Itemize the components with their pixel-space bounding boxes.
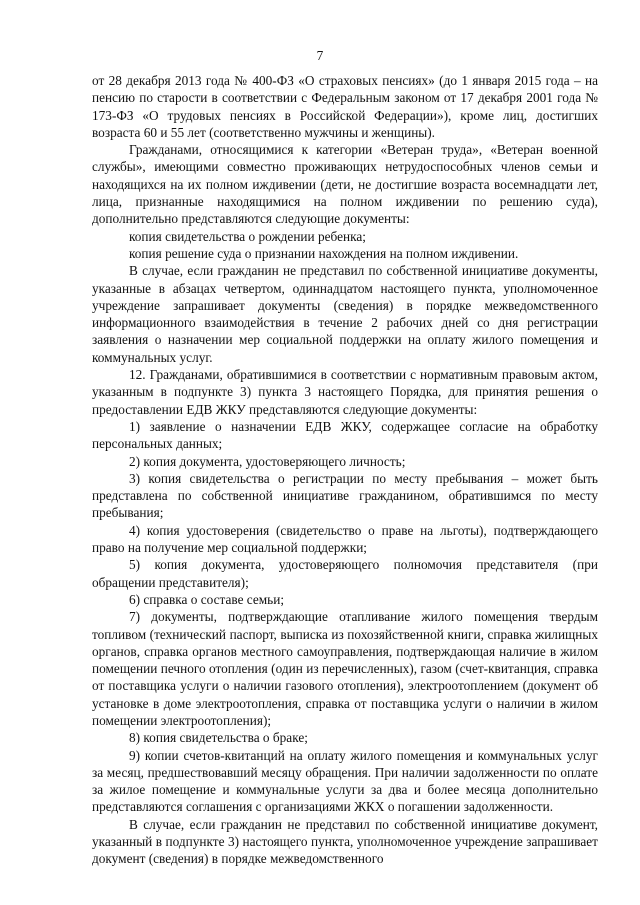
page-number: 7 — [316, 48, 324, 63]
paragraph-section-12: 12. Гражданами, обратившимися в соответствии с нормативным правовым актом, указанным в подпункте 3) пункта 3 настоящего Порядка, для принятия решения о предоставлении ЕДВ ЖКУ представляются следующие документы: — [92, 367, 598, 417]
list-item-9: 9) копии счетов-квитанций на оплату жилого помещения и коммунальных услуг за месяц, предшествовавший месяцу обращения. При наличии задолженности по оплате за жилое помещение и коммунальные услуги за два и более месяца дополнительно представляются соглашения с организациями ЖКХ о погашении задолженности. — [92, 747, 598, 815]
document-body — [92, 72, 598, 868]
list-item-1: 1) заявление о назначении ЕДВ ЖКУ, содержащее согласие на обработку персональных данных; — [92, 418, 598, 452]
list-item-4: 4) копия удостоверения (свидетельство о праве на льготы), подтверждающего право на получение мер социальной поддержки; — [92, 522, 598, 556]
list-item-birth-certificate: копия свидетельства о рождении ребенка; — [129, 228, 366, 244]
paragraph-interagency-request: В случае, если гражданин не представил по собственной инициативе документы, указанные в абзацах четвертом, одиннадцатом настоящего пункта, уполномоченное учреждение запрашивает документы (сведения) в порядке межведомственного информационного взаимодействия в течение 2 рабочих дней со дня регистрации заявления о назначении мер социальной поддержки на оплату жилого помещения и коммунальных услуг. — [92, 263, 598, 365]
paragraph-continuation: от 28 декабря 2013 года № 400-ФЗ «О страховых пенсиях» (до 1 января 2015 года – на пенсию по старости в соответствии с Федеральным законом от 17 декабря 2001 года № 173-ФЗ «О трудовых пенсиях в Российской Федерации»), кроме лиц, достигших возраста 60 и 55 лет (соответственно мужчины и женщины). — [92, 73, 598, 140]
list-item-3: 3) копия свидетельства о регистрации по месту пребывания – может быть представлена по собственной инициативе гражданином, обратившимся по месту пребывания; — [92, 470, 598, 521]
list-item-8: 8) копия свидетельства о браке; — [129, 730, 308, 746]
list-item-2: 2) копия документа, удостоверяющего личность; — [129, 453, 406, 469]
paragraph-final-note: В случае, если гражданин не представил по собственной инициативе документ, указанный в подпункте 3) настоящего пункта, уполномоченное учреждение запрашивает документ (сведения) в порядке межведомственного — [92, 816, 598, 867]
list-item-6: 6) справка о составе семьи; — [129, 591, 285, 607]
list-item-5: 5) копия документа, удостоверяющего полномочия представителя (при обращении представителя); — [92, 557, 598, 590]
paragraph-veterans: Гражданами, относящимися к категории «Ветеран труда», «Ветеран военной службы», имеющими совместно проживающих нетрудоспособных членов семьи и находящихся на их полном иждивении (дети, не достигшие возраста восемнадцати лет, лица, признанные находящимися на полном иждивении по решению суда), дополнительно представляются следующие документы: — [92, 142, 598, 227]
list-item-court-decision: копия решение суда о признании нахождения на полном иждивении. — [129, 245, 519, 261]
list-item-7: 7) документы, подтверждающие отапливание жилого помещения твердым топливом (технический паспорт, выписка из похозяйственной книги, справка жилищных органов, справка органов местного самоуправления, подтверждающая наличие в жилом помещении печного отопления (один из перечисленных), газом (счет-квитанция, справка от поставщика услуги о наличии газового отопления), электроотоплением (документ об установке в доме электроотопления, справка от поставщика услуги о наличии в жилом помещении электроотопления); — [92, 609, 598, 728]
